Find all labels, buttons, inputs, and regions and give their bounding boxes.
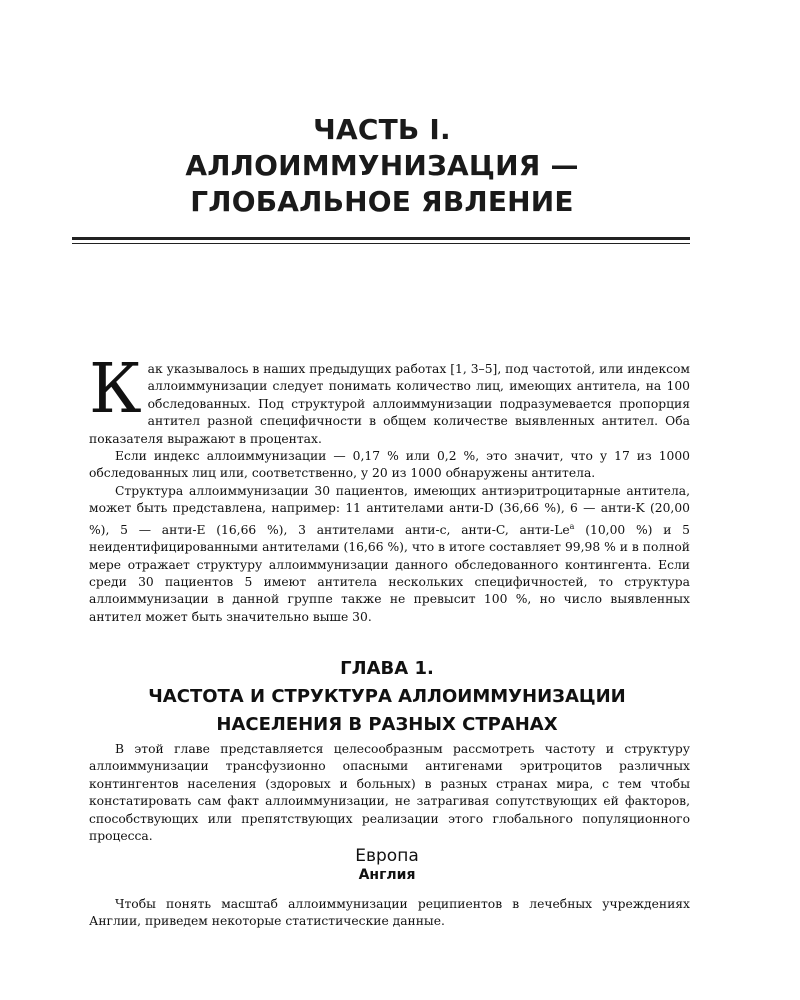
chapter-intro: [89, 741, 690, 845]
chapter-title-line-1: ЧАСТОТА И СТРУКТУРА АЛЛОИММУНИЗАЦИИ: [148, 686, 626, 707]
superscript-a: a: [569, 521, 575, 531]
country-paragraph: Чтобы понять масштаб аллоиммунизации реципиентов в лечебных учреждениях Англии, приведем некоторые статистические данные.: [89, 897, 690, 929]
intro-paragraph-1-wrap: [89, 350, 690, 448]
section-title: Европа: [355, 846, 419, 866]
title-rule-thin: [72, 243, 690, 244]
part-title-line-2: АЛЛОИММУНИЗАЦИЯ —: [185, 149, 579, 182]
section-heading: [72, 846, 702, 884]
intro-paragraph-3: [89, 483, 690, 626]
title-rule-thick: [72, 237, 690, 240]
country-text: [89, 896, 690, 931]
part-title-line-3: ГЛОБАЛЬНОЕ ЯВЛЕНИЕ: [190, 185, 574, 218]
chapter-heading: [72, 655, 702, 739]
subsection-title: Англия: [358, 867, 416, 883]
drop-cap: К: [89, 350, 142, 429]
intro-paragraph-2: Если индекс аллоиммунизации — 0,17 % или 0,2 %, это значит, что у 17 из 1000 обследованных лиц или, соответственно, у 20 из 1000 обнаружены антитела.: [89, 449, 690, 481]
intro-paragraph-3-part-b: (10,00 %) и 5 неидентифицированными антителами (16,66 %), что в итоге составляет 99,98 % и в полной мере отражает структуру аллоиммунизации данного обследованного контингента. Если среди 30 пациентов 5 имеют антитела нескольких специфичностей, то структура аллоиммунизации в данной группе также не превысит 100 %, но число выявленных антител может быть значительно выше 30.: [89, 522, 690, 624]
part-title-line-1: ЧАСТЬ I.: [313, 113, 451, 146]
chapter-number: ГЛАВА 1.: [340, 658, 434, 679]
part-title: [72, 112, 692, 220]
intro-paragraph-1: ак указывалось в наших предыдущих работах [1, 3–5], под частотой, или индексом аллоиммунизации следует понимать количество лиц, имеющих антитела, на 100 обследованных. Под структурой аллоиммунизации подразумевается пропорция антител разной специфичности в общем количестве выявленных антител. Оба показателя выражают в процентах.: [89, 362, 690, 446]
chapter-intro-paragraph: В этой главе представляется целесообразным рассмотреть частоту и структуру аллоиммунизации трансфузионно опасными антигенами эритроцитов различных контингентов населения (здоровых и больных) в разных странах мира, с тем чтобы констатировать сам факт аллоиммунизации, не затрагивая сопутствующих ей факторов, способствующих или препятствующих реализации этого глобального популяционного процесса.: [89, 742, 690, 844]
chapter-title-line-2: НАСЕЛЕНИЯ В РАЗНЫХ СТРАНАХ: [216, 714, 558, 735]
intro-section: [89, 350, 690, 626]
intro-paragraph-3-part-a: Структура аллоиммунизации 30 пациентов, имеющих антиэритроцитарные антитела, может быть представлена, например: 11 антителами анти-D (36,66 %), 6 — анти-K (20,00 %), 5 — анти-E (16,66 %), 3 антителами анти-c, анти-C, анти-Le: [89, 483, 690, 537]
